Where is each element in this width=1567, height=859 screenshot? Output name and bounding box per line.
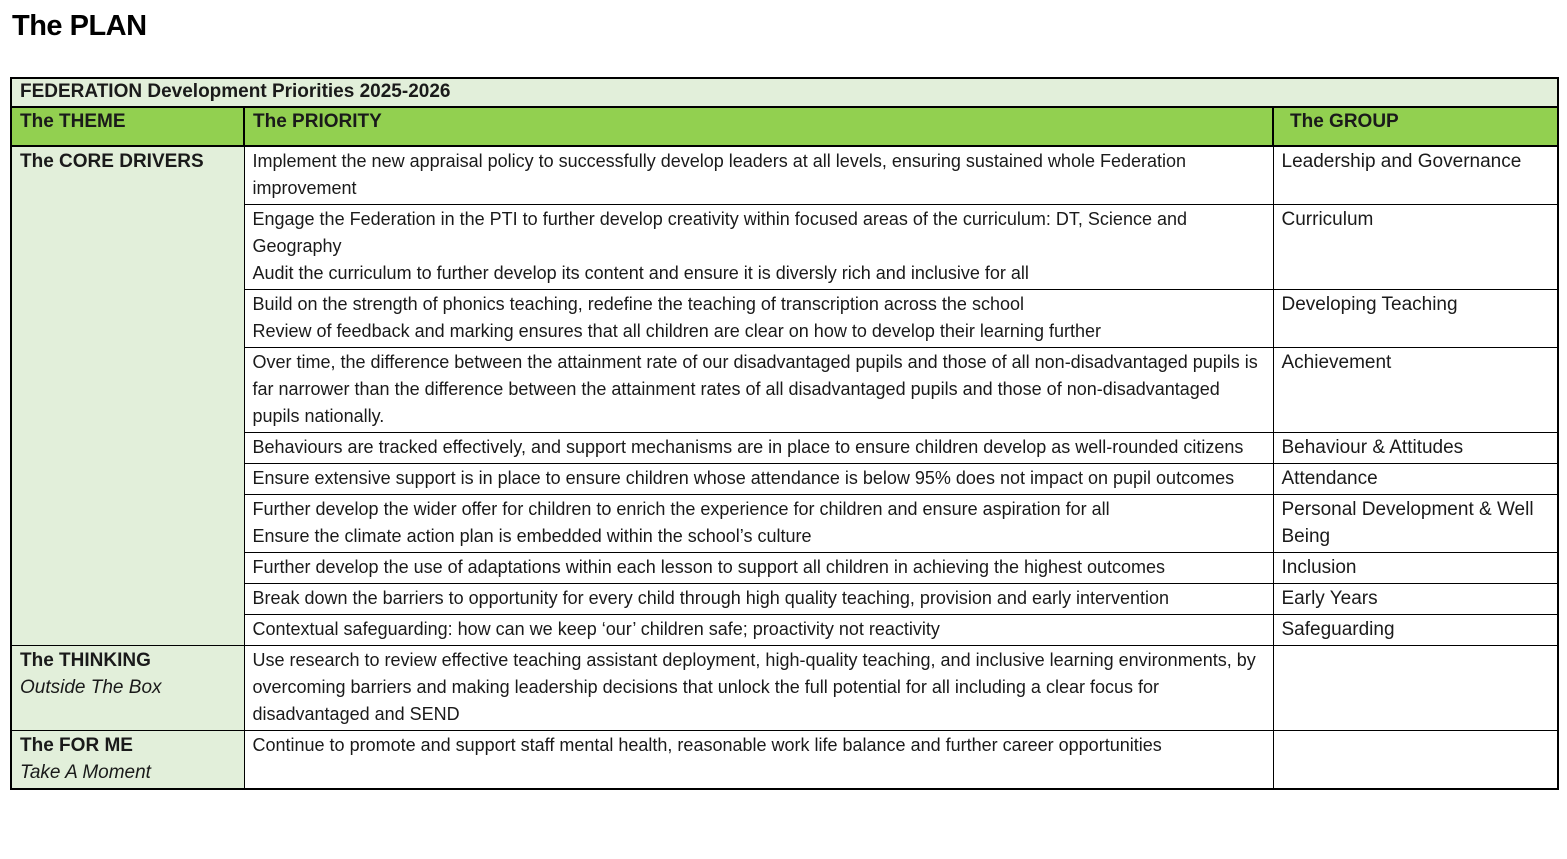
table-row: [11, 146, 1558, 205]
table-row: [11, 553, 1558, 584]
priority-text: Contextual safeguarding: how can we keep ‘our’ children safe; proactivity not reactivity: [252, 619, 940, 639]
priority-text: Build on the strength of phonics teaching, redefine the teaching of transcription across the school: [252, 294, 1024, 314]
group-cell: Achievement: [1273, 348, 1558, 433]
table-row: [11, 348, 1558, 433]
table-header-row: [11, 107, 1558, 146]
priority-cell: [244, 584, 1273, 615]
priority-cell: [244, 495, 1273, 553]
group-cell: Leadership and Governance: [1273, 146, 1558, 205]
priority-text: Implement the new appraisal policy to successfully develop leaders at all levels, ensuring sustained whole Federation improvement: [252, 151, 1187, 198]
group-cell: [1273, 731, 1558, 790]
table-row: [11, 615, 1558, 646]
priority-text: Behaviours are tracked effectively, and support mechanisms are in place to ensure children develop as well-rounded citizens: [252, 437, 1244, 457]
table-row: [11, 646, 1558, 731]
priority-cell: [244, 433, 1273, 464]
priority-cell: [244, 348, 1273, 433]
table-row: [11, 205, 1558, 290]
plan-table-body: [11, 78, 1558, 789]
table-row: [11, 495, 1558, 553]
priority-text: Further develop the use of adaptations within each lesson to support all children in achieving the highest outcomes: [252, 557, 1166, 577]
column-header-group: The GROUP: [1273, 107, 1558, 146]
priority-cell: [244, 146, 1273, 205]
priority-text: Continue to promote and support staff mental health, reasonable work life balance and further career opportunities: [252, 735, 1162, 755]
column-header-theme: The THEME: [11, 107, 244, 146]
priority-cell: [244, 464, 1273, 495]
priority-cell: [244, 290, 1273, 348]
priority-text: Over time, the difference between the attainment rate of our disadvantaged pupils and those of all non-disadvantaged pupils is far narrower than the difference between the attainment rates of all disadvantaged pupils and those of non-disadvantaged pupils nationally.: [252, 352, 1258, 426]
table-row: [11, 464, 1558, 495]
group-cell: Safeguarding: [1273, 615, 1558, 646]
group-cell: Personal Development & Well Being: [1273, 495, 1558, 553]
page-title: The PLAN: [12, 10, 147, 42]
theme-subtitle: Outside The Box: [20, 677, 162, 698]
priority-cell: [244, 205, 1273, 290]
priority-cell: [244, 615, 1273, 646]
table-row: [11, 584, 1558, 615]
table-row: [11, 433, 1558, 464]
priority-text: Audit the curriculum to further develop its content and ensure it is diversly rich and inclusive for all: [252, 263, 1029, 283]
group-cell: Attendance: [1273, 464, 1558, 495]
group-cell: Developing Teaching: [1273, 290, 1558, 348]
group-cell: Inclusion: [1273, 553, 1558, 584]
theme-cell: [11, 146, 244, 646]
group-cell: Early Years: [1273, 584, 1558, 615]
priority-text: Review of feedback and marking ensures that all children are clear on how to develop their learning further: [252, 321, 1101, 341]
priority-text: Engage the Federation in the PTI to further develop creativity within focused areas of the curriculum: DT, Science and Geography: [252, 209, 1187, 256]
group-cell: Behaviour & Attitudes: [1273, 433, 1558, 464]
group-cell: Curriculum: [1273, 205, 1558, 290]
priority-text: Ensure extensive support is in place to ensure children whose attendance is below 95% does not impact on pupil outcomes: [252, 468, 1235, 488]
development-priorities-table: [10, 77, 1559, 790]
priority-cell: [244, 731, 1273, 790]
priority-text: Further develop the wider offer for children to enrich the experience for children and ensure aspiration for all: [252, 499, 1110, 519]
priority-cell: [244, 553, 1273, 584]
group-cell: [1273, 646, 1558, 731]
table-row: [11, 731, 1558, 790]
table-caption: FEDERATION Development Priorities 2025-2026: [11, 78, 1558, 107]
priority-text: Break down the barriers to opportunity for every child through high quality teaching, provision and early intervention: [252, 588, 1170, 608]
table-caption-row: [11, 78, 1558, 107]
theme-title: The THINKING: [20, 650, 151, 671]
priority-cell: [244, 646, 1273, 731]
table-row: [11, 290, 1558, 348]
theme-subtitle: Take A Moment: [20, 762, 151, 783]
priority-text: Use research to review effective teaching assistant deployment, high-quality teaching, and inclusive learning environments, by overcoming barriers and making leadership decisions that unlock the full potential for all including a clear focus for disadvantaged and SEND: [252, 650, 1256, 724]
theme-title: The CORE DRIVERS: [20, 151, 204, 172]
theme-cell: [11, 731, 244, 790]
theme-title: The FOR ME: [20, 735, 133, 756]
theme-cell: [11, 646, 244, 731]
priority-text: Ensure the climate action plan is embedded within the school’s culture: [252, 526, 812, 546]
column-header-priority: The PRIORITY: [244, 107, 1273, 146]
